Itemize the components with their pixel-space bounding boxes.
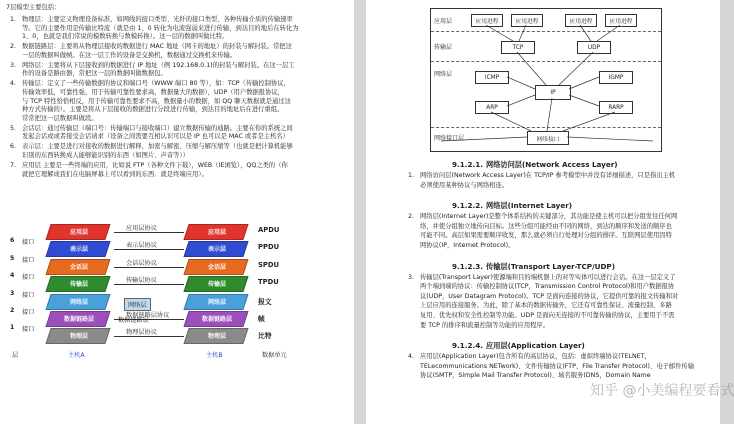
list-number: 5. bbox=[10, 124, 17, 132]
watermark: 知乎 @小美编程要看式 bbox=[590, 383, 734, 399]
para-line: 网络层(Internet Layer)是整个体系结构的关键部分，其功能是使主机可以把分组发往任何网 bbox=[420, 213, 678, 221]
data-unit-label: SPDU bbox=[258, 260, 280, 269]
right-document-page bbox=[366, 0, 734, 424]
ip-box: IP bbox=[535, 85, 571, 100]
para-number: 2. bbox=[408, 213, 415, 221]
list-item-line: 就把它理解成我们在电脑屏幕上可以看到的东西．就是终端应用）。 bbox=[22, 170, 208, 178]
section-title: 应用层(Application Layer) bbox=[486, 341, 585, 351]
protocol-label: 数据链路层协议 bbox=[126, 312, 170, 319]
para-line: TELecommunications NETwork)、文件传输协议(FTP，File Transfer Protocol)、电子邮件传输 bbox=[420, 362, 695, 370]
layer-number: 5 bbox=[10, 254, 15, 262]
layer-number: 6 bbox=[10, 237, 15, 245]
list-item-line: 表示层：主要是进行对接收的数据进行解释、加密与解密、压缩与解压缩等（也就是把计算机能够 bbox=[22, 143, 293, 151]
host-a-layer-label: 应用层 bbox=[69, 229, 88, 236]
list-item-line: 一层的数据叫做帧。在这一层工作的设备是交换机，数据通过交换机来传输。 bbox=[22, 51, 237, 59]
section-title: 网络层(Internet Layer) bbox=[486, 201, 573, 211]
list-item-line: 种方式传输的）。主要是将从下层接收的数据进行分段进行传输，到达目的地址后在进行重组。 bbox=[22, 106, 284, 114]
list-item-line: 物理层：主要定义物理设备标准，如网线的接口类型、光纤的接口类型、各种传输介质的传输速率 bbox=[22, 16, 293, 23]
protocol-arrow bbox=[114, 232, 184, 233]
host-a-layer-label: 网络层 bbox=[69, 298, 88, 306]
data-unit-label: 报文 bbox=[258, 297, 272, 306]
diagram-label-transport: 传输层 bbox=[434, 44, 453, 51]
diagram-label-network: 网络层 bbox=[434, 71, 453, 78]
para-line: 议(UDP，User Datagram Protocol)。TCP 是面向连接的协议，它提供可靠的报文传输和对 bbox=[420, 292, 679, 300]
data-unit-label: APDU bbox=[258, 226, 280, 234]
protocol-arrow bbox=[114, 267, 184, 268]
footer-layer-label: 层 bbox=[12, 351, 19, 359]
diagram-label-iface: 网络接口层 bbox=[434, 135, 465, 142]
host-a-layer-label: 会话层 bbox=[69, 263, 88, 271]
list-number: 2. bbox=[10, 43, 17, 51]
list-item-line: 发起会话或或者接受会话请求（设备之间需要互相认识可以是 IP 也可以是 MAC 或者是主机名） bbox=[22, 133, 289, 141]
list-number: 4. bbox=[10, 80, 17, 88]
list-item-line: 应用层 主要是一些终端的应用，比如说 FTP（各种文件下载），WEB（IE浏览），QQ之类的（你 bbox=[22, 162, 288, 169]
host-a-layer-label: 传输层 bbox=[69, 281, 88, 289]
para-line: 协议(SMTP，Simple Mail Transfer Protocol)、域名服务(DNS，Domain Name bbox=[420, 372, 651, 380]
list-item-line: 等。它的主要作用是传输比特流（就是由 1、0 转化为电流强弱来进行传输，到达目的地后在转化为 bbox=[22, 24, 299, 32]
subnet-datalink-label: 数据链路层 bbox=[118, 317, 149, 324]
interface-label: 接口 bbox=[22, 256, 35, 264]
interface-label: 接口 bbox=[22, 291, 35, 299]
host-b-layer-label: 应用层 bbox=[207, 229, 226, 236]
host-b-layer-label: 表示层 bbox=[207, 246, 226, 254]
protocol-label: 表示层协议 bbox=[126, 242, 157, 250]
subnet-network-box: 网络层 bbox=[124, 298, 151, 311]
app-process-box: 应用进程 bbox=[605, 14, 637, 27]
layer-number: 4 bbox=[10, 272, 15, 280]
data-unit-label: TPDU bbox=[258, 278, 279, 287]
diagram-connectors bbox=[431, 9, 661, 151]
para-line: 络，并使分组独立地传向目标。这些分组可能经由不同的网络，到达的顺序和发送的顺序也 bbox=[420, 222, 672, 230]
list-item-line: 作的设备是路由器，常把这一层的数据叫做数据包。 bbox=[22, 70, 167, 78]
list-number: 1. bbox=[10, 16, 17, 23]
protocol-label: 物理层协议 bbox=[126, 329, 157, 337]
layer-number: 2 bbox=[10, 307, 15, 314]
host-b-layer-label: 数据链路层 bbox=[201, 316, 232, 323]
para-line: 应用层(Application Layer)包含所有的高层协议，包括：虚拟终端协议(TELNET， bbox=[420, 353, 651, 361]
interface-label: 接口 bbox=[22, 309, 35, 316]
interface-label: 接口 bbox=[22, 239, 35, 247]
host-a-layer-label: 表示层 bbox=[69, 246, 88, 254]
left-document-page bbox=[0, 0, 354, 424]
list-item-line: 传输层：定义了一些传输数据的协议和端口号（WWW 端口 80 等），如：TCP（传输控制协议， bbox=[22, 80, 290, 88]
list-item-line: 传输效率低，可靠性强，用于传输可靠性要求高，数据量大的数据），UDP（用户数据报协议， bbox=[22, 89, 284, 96]
para-line: 网络访问层(Network Access Layer)在 TCP/IP 参考模型中并没有详细描述，只是指出主机 bbox=[420, 172, 676, 179]
protocol-arrow bbox=[114, 284, 184, 285]
tcp-box: TCP bbox=[501, 41, 535, 54]
page-heading: 7层模型主要包括： bbox=[6, 4, 61, 11]
app-process-box: 应用进程 bbox=[565, 14, 597, 27]
list-item-line: 会话层：通过传输层（端口号：传输端口与接收端口）建立数据传输的通路。主要在你的系统之间 bbox=[22, 124, 293, 132]
protocol-label: 应用层协议 bbox=[126, 225, 157, 232]
section-title: 传输层(Transport Layer-TCP/UDP) bbox=[486, 261, 615, 271]
list-number: 3. bbox=[10, 61, 17, 69]
data-unit-label: 帧 bbox=[258, 315, 265, 323]
protocol-arrow bbox=[114, 249, 184, 250]
list-number: 6. bbox=[10, 143, 17, 151]
layer-number: 3 bbox=[10, 289, 15, 297]
layer-number: 1 bbox=[10, 324, 15, 332]
para-line: 必须使用某种协议与网络相连。 bbox=[420, 181, 509, 189]
data-unit-label: PPDU bbox=[258, 243, 280, 252]
para-line: 上层应用的连接服务。为此，除了基本的数据传输外，它还有可靠性保证、流量控制、多路 bbox=[420, 302, 672, 310]
section-number: 9.1.2.1. bbox=[452, 160, 483, 169]
diagram-label-app: 应用层 bbox=[434, 18, 453, 25]
network-interface-box: 网络接口 bbox=[527, 131, 569, 145]
tcpip-diagram bbox=[430, 8, 662, 152]
interface-label: 接口 bbox=[22, 326, 35, 334]
host-b-layer-label: 传输层 bbox=[207, 281, 226, 289]
host-b-layer-label: 物理层 bbox=[207, 333, 226, 341]
section-number: 9.1.2.2. bbox=[452, 201, 483, 211]
host-b-layer-label: 会话层 bbox=[207, 263, 226, 271]
section-number: 9.1.2.3. bbox=[452, 261, 483, 271]
list-item-line: 数据链路层：主要将从物理层接收的数据进行 MAC 地址（网卡的地址）的封装与解封装。常把这 bbox=[22, 43, 292, 51]
list-item-line: 识别的东西转换成人能够能识别的东西（如图片、声音等）） bbox=[22, 152, 189, 159]
list-item-line: 与 TCP 特性恰恰相反，用于传输可靠性要求不高，数据量小的数据，如 QQ 聊天数据就是通过这 bbox=[22, 97, 291, 105]
footer-data-unit: 数据单元 bbox=[262, 351, 287, 359]
para-number: 3. bbox=[408, 273, 415, 281]
para-line: 两个端到端的协议：传输控制协议(TCP，Transmission Control Protocol)和用户数据报协 bbox=[420, 283, 675, 291]
section-number: 9.1.2.4. bbox=[452, 341, 483, 351]
app-process-box: 应用进程 bbox=[471, 14, 503, 27]
para-line: 网协议(IP，Internet Protocol)。 bbox=[420, 242, 515, 249]
host-b-layer-label: 网络层 bbox=[207, 298, 226, 306]
para-number: 1. bbox=[408, 172, 415, 179]
protocol-arrow bbox=[114, 336, 184, 337]
list-item-line: 1、0，也就是我们常说的模数转换与数模转换）。这一层的数据叫做比特。 bbox=[22, 33, 229, 41]
para-line: 可能不同。高层如果需要顺序收发，那么就必须自行处理对分组的排序。互联网层使用因特 bbox=[420, 232, 672, 240]
host-a-layer-label: 物理层 bbox=[69, 333, 88, 341]
host-a-layer-label: 数据链路层 bbox=[63, 316, 94, 323]
list-number: 7. bbox=[10, 162, 17, 169]
list-item-line: 网络层：主要将从下层接收到的数据进行 IP 地址（例 192.168.0.1)的封装与解封装。在这一层工 bbox=[22, 61, 295, 69]
udp-box: UDP bbox=[577, 41, 611, 54]
app-process-box: 应用进程 bbox=[511, 14, 543, 27]
protocol-label: 会话层协议 bbox=[126, 259, 157, 267]
para-number: 4. bbox=[408, 353, 415, 361]
footer-host-a: 主机A bbox=[68, 351, 85, 359]
protocol-label: 传输层协议 bbox=[126, 277, 157, 285]
interface-label: 接口 bbox=[22, 274, 35, 282]
igmp-box: IGMP bbox=[599, 71, 633, 84]
para-line: 复用、优先权和安全性控制等功能。UDP 是面向无连接的不可靠传输的协议，主要用于不需 bbox=[420, 312, 675, 319]
list-item-line: 常常把这一层数据叫做段。 bbox=[22, 114, 98, 122]
para-line: 传输层(Transport Layer)使源端和目的端机器上的对等实体可以进行会话。在这一层定义了 bbox=[420, 273, 676, 281]
para-line: 要 TCP 的排序和流量控制等功能的应用程序。 bbox=[420, 321, 550, 329]
rarp-box: RARP bbox=[599, 101, 633, 114]
footer-host-b: 主机B bbox=[206, 351, 223, 359]
data-unit-label: 比特 bbox=[258, 332, 272, 341]
arp-box: ARP bbox=[475, 101, 509, 114]
section-title: 网络访问层(Network Access Layer) bbox=[486, 160, 618, 169]
icmp-box: ICMP bbox=[475, 71, 509, 84]
